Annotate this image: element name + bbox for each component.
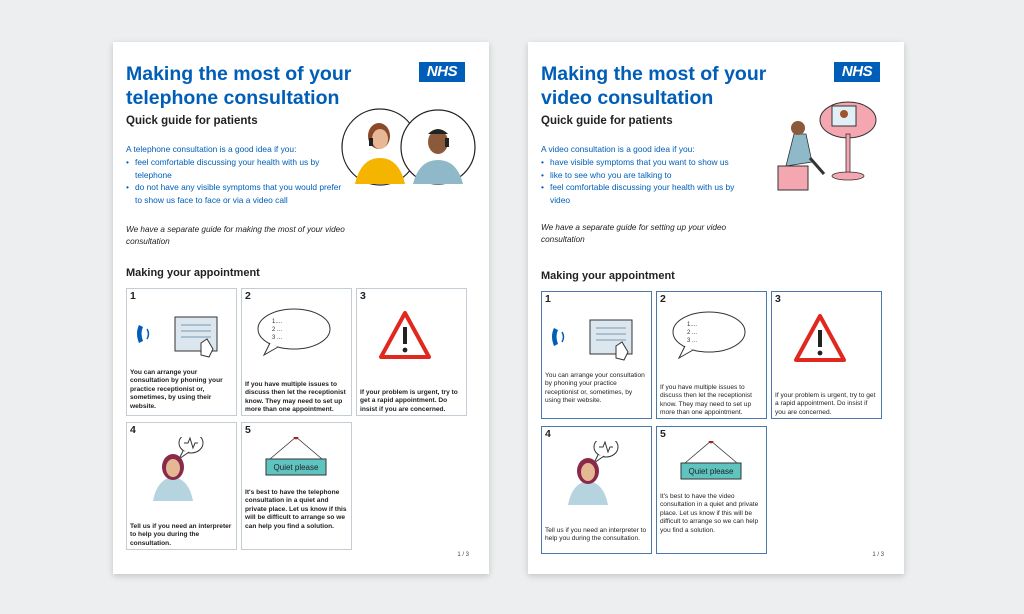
warning-triangle-icon bbox=[772, 306, 883, 372]
step-number: 1 bbox=[545, 293, 551, 305]
step-number: 2 bbox=[660, 293, 666, 305]
step-card-5 bbox=[241, 422, 352, 550]
interpreter-person-icon bbox=[127, 437, 238, 503]
step-text: You can arrange your consultation by phoning your practice receptionist or, sometimes, by using their website. bbox=[130, 369, 223, 410]
video-guide-page bbox=[528, 42, 904, 574]
step-number: 5 bbox=[245, 424, 251, 436]
step-text: It's best to have the video consultation in a quiet and private place. Let us know if this will be difficult to arrange so we can help you find a solution. bbox=[660, 493, 759, 534]
warning-triangle-icon bbox=[357, 303, 468, 369]
phone-icon bbox=[552, 328, 564, 346]
step-text: Tell us if you need an interpreter to help you during the consultation. bbox=[545, 527, 647, 543]
intro-text: A telephone consultation is a good idea if you: bbox=[126, 144, 297, 154]
step-text: If you have multiple issues to discuss then let the receptionist know. They may need to set up more than one appointment. bbox=[245, 381, 346, 414]
list-mark: 3 ... bbox=[687, 338, 698, 344]
criteria-list bbox=[541, 156, 761, 206]
phone-tablet-icon bbox=[127, 303, 238, 369]
nhs-logo: NHS bbox=[834, 62, 880, 82]
interpreter-person-icon bbox=[542, 441, 653, 507]
step-number: 1 bbox=[130, 290, 136, 302]
page-title: Making the most of your telephone consultation bbox=[126, 63, 352, 109]
page-subtitle: Quick guide for patients bbox=[541, 115, 673, 127]
sign-text: Quiet please bbox=[273, 463, 319, 472]
step-number: 3 bbox=[775, 293, 781, 305]
list-mark: 3 ... bbox=[272, 335, 283, 341]
step-text: If your problem is urgent, try to get a rapid appointment. Do insist if you are concerned. bbox=[775, 392, 876, 416]
speech-bubble-icon bbox=[242, 303, 353, 369]
criteria-item: • do not have any visible symptoms that you would prefer to show us face to face or via a video call bbox=[126, 181, 346, 206]
telephone-people-illustration bbox=[341, 106, 477, 192]
step-number: 4 bbox=[545, 428, 551, 440]
criteria-item: • feel comfortable discussing your health with us by telephone bbox=[126, 156, 336, 181]
step-card-5 bbox=[656, 426, 767, 554]
list-mark: 2 ... bbox=[687, 330, 698, 336]
speech-bubble-icon bbox=[657, 306, 768, 372]
phone-tablet-icon bbox=[542, 306, 653, 372]
step-card-3 bbox=[356, 288, 467, 416]
page-title: Making the most of your video consultation bbox=[541, 63, 767, 109]
step-number: 3 bbox=[360, 290, 366, 302]
list-mark: 1.... bbox=[687, 322, 698, 328]
step-text: If you have multiple issues to discuss then let the receptionist know. They may need to set up more than one appointment. bbox=[660, 384, 752, 417]
criteria-item: • like to see who you are talking to bbox=[541, 169, 761, 182]
step-text: It's best to have the telephone consultation in a quiet and private place. Let us know if this will be difficult to arrange so we can help you find a solution. bbox=[245, 489, 347, 530]
step-card-1 bbox=[126, 288, 237, 416]
step-card-2 bbox=[241, 288, 352, 416]
phone-icon bbox=[137, 325, 149, 343]
criteria-list bbox=[126, 156, 346, 206]
step-number: 4 bbox=[130, 424, 136, 436]
intro-text: A video consultation is a good idea if you: bbox=[541, 144, 695, 154]
page-subtitle: Quick guide for patients bbox=[126, 115, 258, 127]
tablet-touch-icon bbox=[175, 317, 217, 357]
step-text: You can arrange your consultation by phoning your practice receptionist or, sometimes, by using their website. bbox=[545, 372, 645, 405]
sign-text: Quiet please bbox=[688, 467, 734, 476]
step-card-4 bbox=[541, 426, 652, 554]
criteria-item: • have visible symptoms that you want to show us bbox=[541, 156, 761, 169]
page-number: 1 / 3 bbox=[872, 552, 884, 558]
criteria-item: • feel comfortable discussing your health with us by video bbox=[541, 181, 756, 206]
step-card-2 bbox=[656, 291, 767, 419]
separate-guide-note: We have a separate guide for making the most of your video consultation bbox=[126, 225, 345, 246]
step-text: Tell us if you need an interpreter to help you during the consultation. bbox=[130, 523, 232, 547]
section-heading: Making your appointment bbox=[126, 267, 260, 279]
step-card-1 bbox=[541, 291, 652, 419]
video-call-illustration bbox=[772, 96, 892, 200]
tablet-touch-icon bbox=[590, 320, 632, 360]
list-mark: 2 ... bbox=[272, 327, 283, 333]
nhs-logo: NHS bbox=[419, 62, 465, 82]
step-text: If your problem is urgent, try to get a rapid appointment. Do insist if you are concerned. bbox=[360, 389, 458, 413]
separate-guide-note: We have a separate guide for setting up your video consultation bbox=[541, 223, 727, 244]
step-card-3 bbox=[771, 291, 882, 419]
step-number: 2 bbox=[245, 290, 251, 302]
list-mark: 1.... bbox=[272, 319, 283, 325]
page-number: 1 / 3 bbox=[457, 552, 469, 558]
step-card-4 bbox=[126, 422, 237, 550]
telephone-guide-page bbox=[113, 42, 489, 574]
section-heading: Making your appointment bbox=[541, 270, 675, 282]
step-number: 5 bbox=[660, 428, 666, 440]
